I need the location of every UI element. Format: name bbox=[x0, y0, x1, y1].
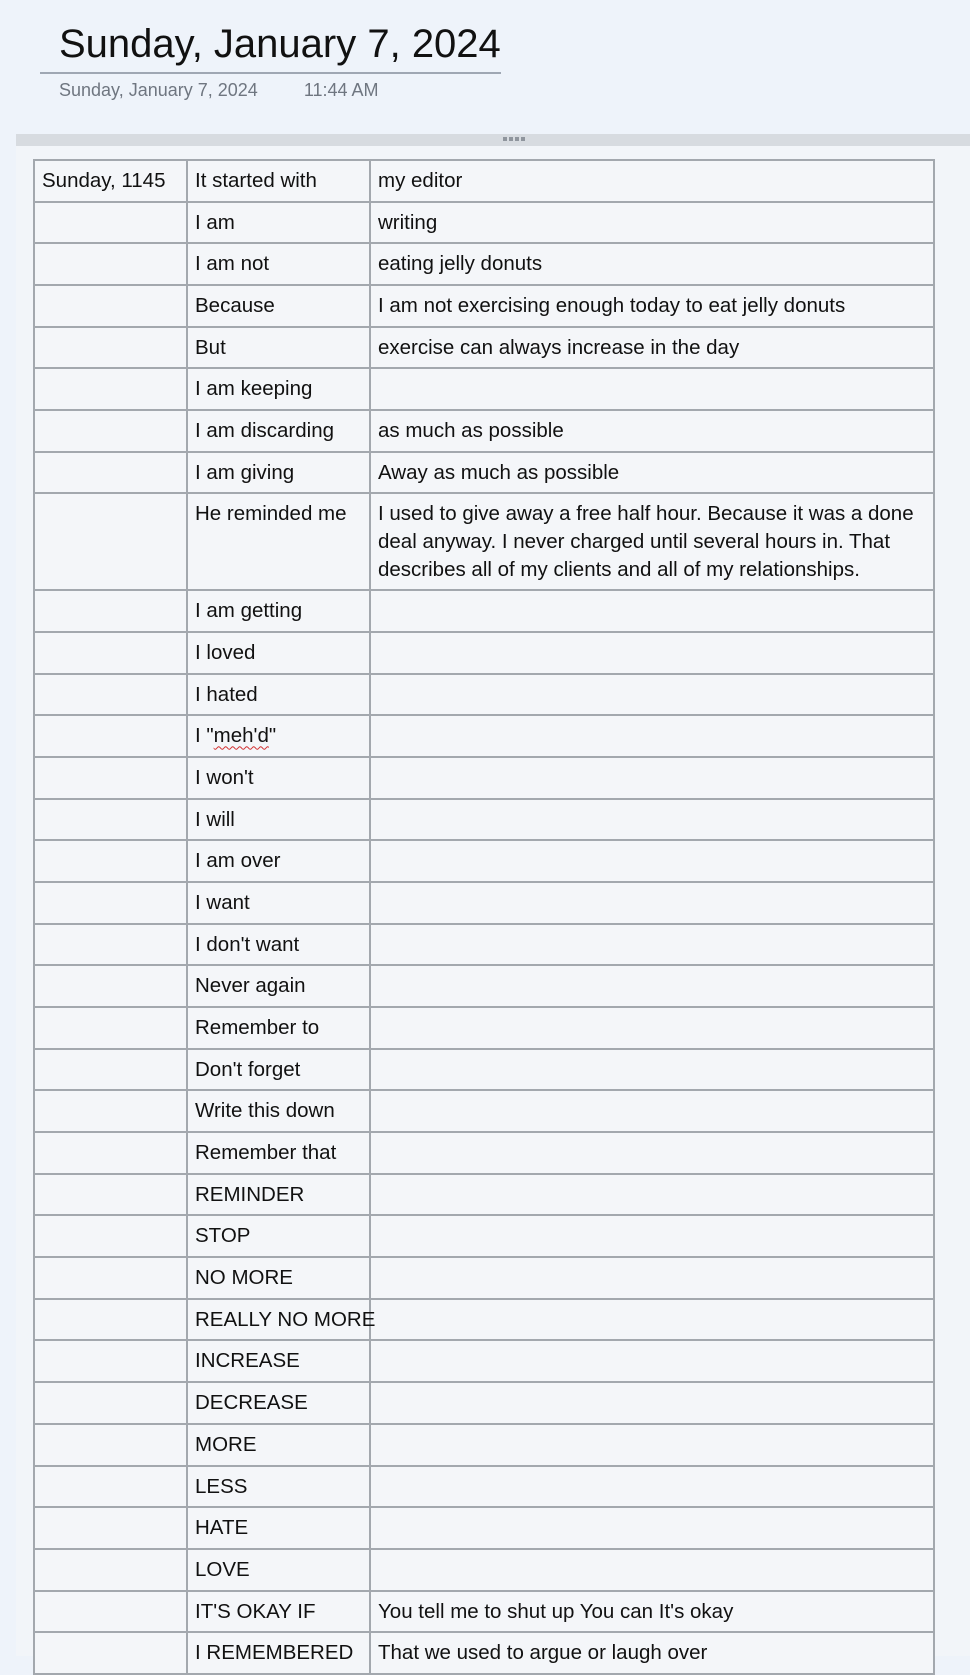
table-cell[interactable] bbox=[370, 674, 934, 716]
table-cell[interactable] bbox=[34, 1049, 187, 1091]
table-row bbox=[34, 452, 934, 494]
table-row bbox=[34, 1507, 934, 1549]
table-cell[interactable]: INCREASE bbox=[187, 1340, 370, 1382]
table-row bbox=[34, 1466, 934, 1508]
drag-handle-icon[interactable] bbox=[503, 137, 533, 143]
table-cell[interactable]: Don't forget bbox=[187, 1049, 370, 1091]
table-cell[interactable] bbox=[370, 1382, 934, 1424]
table-row bbox=[34, 1424, 934, 1466]
table-cell[interactable]: REALLY NO MORE bbox=[187, 1299, 370, 1341]
table-cell[interactable]: writing bbox=[370, 202, 934, 244]
table-cell[interactable] bbox=[34, 799, 187, 841]
table-cell[interactable] bbox=[370, 590, 934, 632]
table-cell[interactable] bbox=[34, 327, 187, 369]
table-cell[interactable]: exercise can always increase in the day bbox=[370, 327, 934, 369]
spelling-error-word[interactable]: meh'd bbox=[213, 724, 269, 748]
table-cell[interactable] bbox=[370, 757, 934, 799]
table-cell[interactable] bbox=[370, 1090, 934, 1132]
note-container[interactable] bbox=[16, 134, 970, 1665]
table-cell[interactable] bbox=[370, 840, 934, 882]
table-cell[interactable]: I used to give away a free half hour. Because it was a done deal anyway. I never charged until several hours in. That describes all of my clients and all of my relationships. bbox=[370, 493, 934, 590]
table-row bbox=[34, 632, 934, 674]
cell-text: " bbox=[268, 724, 277, 748]
table-cell[interactable] bbox=[34, 757, 187, 799]
table-cell[interactable]: I want bbox=[187, 882, 370, 924]
table-cell[interactable] bbox=[370, 1215, 934, 1257]
table-row bbox=[34, 840, 934, 882]
table-cell[interactable]: I won't bbox=[187, 757, 370, 799]
table-cell[interactable] bbox=[187, 715, 370, 757]
table-row bbox=[34, 160, 934, 202]
table-row bbox=[34, 202, 934, 244]
table-cell[interactable]: I am discarding bbox=[187, 410, 370, 452]
table-row bbox=[34, 715, 934, 757]
table-cell[interactable]: That we used to argue or laugh over bbox=[370, 1632, 934, 1674]
table-cell[interactable]: LOVE bbox=[187, 1549, 370, 1591]
table-cell[interactable]: You tell me to shut up You can It's okay bbox=[370, 1591, 934, 1633]
table-cell[interactable] bbox=[34, 590, 187, 632]
table-cell[interactable] bbox=[370, 1257, 934, 1299]
table-row bbox=[34, 1299, 934, 1341]
table-cell[interactable] bbox=[34, 243, 187, 285]
table-cell[interactable] bbox=[34, 1632, 187, 1674]
table-cell[interactable] bbox=[370, 924, 934, 966]
page-date: Sunday, January 7, 2024 bbox=[59, 80, 258, 100]
table-cell[interactable] bbox=[370, 632, 934, 674]
page-meta bbox=[40, 80, 501, 101]
table-cell[interactable] bbox=[34, 882, 187, 924]
table-row bbox=[34, 590, 934, 632]
table-cell[interactable]: eating jelly donuts bbox=[370, 243, 934, 285]
page-title[interactable]: Sunday, January 7, 2024 bbox=[40, 20, 501, 74]
table-cell[interactable] bbox=[34, 202, 187, 244]
table-row bbox=[34, 757, 934, 799]
table-row bbox=[34, 965, 934, 1007]
table-cell[interactable] bbox=[34, 1007, 187, 1049]
table-cell[interactable]: Write this down bbox=[187, 1090, 370, 1132]
table-cell[interactable] bbox=[34, 1215, 187, 1257]
table-cell[interactable] bbox=[34, 632, 187, 674]
table-cell[interactable] bbox=[370, 882, 934, 924]
table-cell[interactable] bbox=[370, 368, 934, 410]
table-cell[interactable]: I am not bbox=[187, 243, 370, 285]
table-cell[interactable] bbox=[370, 1132, 934, 1174]
table-cell[interactable] bbox=[34, 1174, 187, 1216]
table-cell[interactable]: He reminded me bbox=[187, 493, 370, 590]
table-cell[interactable] bbox=[370, 1424, 934, 1466]
table-cell[interactable]: I will bbox=[187, 799, 370, 841]
table-cell[interactable]: I am over bbox=[187, 840, 370, 882]
table-cell[interactable]: I loved bbox=[187, 632, 370, 674]
table-cell[interactable] bbox=[34, 1591, 187, 1633]
table-cell[interactable]: I am bbox=[187, 202, 370, 244]
table-cell[interactable]: Because bbox=[187, 285, 370, 327]
table-cell[interactable]: MORE bbox=[187, 1424, 370, 1466]
table-cell[interactable] bbox=[370, 799, 934, 841]
table-row bbox=[34, 327, 934, 369]
table-row bbox=[34, 924, 934, 966]
table-cell[interactable] bbox=[34, 924, 187, 966]
table-cell[interactable] bbox=[34, 840, 187, 882]
cell-text: I " bbox=[195, 724, 214, 748]
table-cell[interactable]: REMINDER bbox=[187, 1174, 370, 1216]
table-row bbox=[34, 410, 934, 452]
notes-table[interactable] bbox=[33, 159, 935, 1675]
table-cell[interactable]: I am getting bbox=[187, 590, 370, 632]
table-row bbox=[34, 674, 934, 716]
table-cell[interactable] bbox=[370, 1007, 934, 1049]
table-cell[interactable] bbox=[34, 368, 187, 410]
table-row bbox=[34, 1340, 934, 1382]
table-cell[interactable] bbox=[34, 1424, 187, 1466]
table-cell[interactable] bbox=[370, 965, 934, 1007]
table-cell[interactable]: It started with bbox=[187, 160, 370, 202]
table-cell[interactable]: I don't want bbox=[187, 924, 370, 966]
table-cell[interactable] bbox=[370, 1174, 934, 1216]
table-row bbox=[34, 1132, 934, 1174]
table-cell[interactable]: IT'S OKAY IF bbox=[187, 1591, 370, 1633]
table-cell[interactable]: HATE bbox=[187, 1507, 370, 1549]
table-cell[interactable] bbox=[34, 965, 187, 1007]
table-row bbox=[34, 1215, 934, 1257]
table-cell[interactable] bbox=[370, 1507, 934, 1549]
table-cell[interactable]: I REMEMBERED bbox=[187, 1632, 370, 1674]
table-row bbox=[34, 882, 934, 924]
page-time: 11:44 AM bbox=[303, 80, 379, 100]
table-cell[interactable] bbox=[34, 1507, 187, 1549]
table-cell[interactable]: NO MORE bbox=[187, 1257, 370, 1299]
table-cell[interactable]: Sunday, 1145 bbox=[34, 160, 187, 202]
table-cell[interactable] bbox=[34, 1299, 187, 1341]
table-cell[interactable] bbox=[34, 1340, 187, 1382]
table-row bbox=[34, 1632, 934, 1674]
table-cell[interactable] bbox=[34, 1132, 187, 1174]
table-cell[interactable]: Away as much as possible bbox=[370, 452, 934, 494]
table-row bbox=[34, 1382, 934, 1424]
table-cell[interactable] bbox=[34, 1466, 187, 1508]
table-cell[interactable]: Remember to bbox=[187, 1007, 370, 1049]
table-cell[interactable] bbox=[370, 1049, 934, 1091]
table-row bbox=[34, 1090, 934, 1132]
table-cell[interactable]: DECREASE bbox=[187, 1382, 370, 1424]
table-cell[interactable] bbox=[34, 1382, 187, 1424]
table-cell[interactable] bbox=[370, 715, 934, 757]
table-cell[interactable]: Remember that bbox=[187, 1132, 370, 1174]
table-row bbox=[34, 243, 934, 285]
table-cell[interactable]: I hated bbox=[187, 674, 370, 716]
table-cell[interactable] bbox=[34, 1257, 187, 1299]
table-row bbox=[34, 368, 934, 410]
table-row bbox=[34, 1049, 934, 1091]
table-cell[interactable] bbox=[34, 410, 187, 452]
table-cell[interactable] bbox=[370, 1466, 934, 1508]
table-row bbox=[34, 1174, 934, 1216]
table-cell[interactable] bbox=[34, 285, 187, 327]
table-cell[interactable] bbox=[34, 493, 187, 590]
table-cell[interactable]: as much as possible bbox=[370, 410, 934, 452]
page-header bbox=[40, 20, 501, 101]
table-row bbox=[34, 799, 934, 841]
table-cell[interactable] bbox=[370, 1299, 934, 1341]
table-row bbox=[34, 1007, 934, 1049]
table-row bbox=[34, 1549, 934, 1591]
table-cell[interactable] bbox=[34, 1549, 187, 1591]
table-cell[interactable] bbox=[34, 1090, 187, 1132]
table-cell[interactable]: I am not exercising enough today to eat jelly donuts bbox=[370, 285, 934, 327]
table-cell[interactable] bbox=[34, 452, 187, 494]
table-cell[interactable]: LESS bbox=[187, 1466, 370, 1508]
table-row bbox=[34, 493, 934, 590]
table-cell[interactable]: Never again bbox=[187, 965, 370, 1007]
table-cell[interactable]: I am giving bbox=[187, 452, 370, 494]
table-cell[interactable]: But bbox=[187, 327, 370, 369]
table-row bbox=[34, 285, 934, 327]
table-cell[interactable] bbox=[370, 1549, 934, 1591]
table-row bbox=[34, 1591, 934, 1633]
table-cell[interactable] bbox=[370, 1340, 934, 1382]
table-row bbox=[34, 1257, 934, 1299]
table-cell[interactable]: my editor bbox=[370, 160, 934, 202]
table-cell[interactable]: STOP bbox=[187, 1215, 370, 1257]
table-cell[interactable] bbox=[34, 715, 187, 757]
table-cell[interactable] bbox=[34, 674, 187, 716]
table-cell[interactable]: I am keeping bbox=[187, 368, 370, 410]
